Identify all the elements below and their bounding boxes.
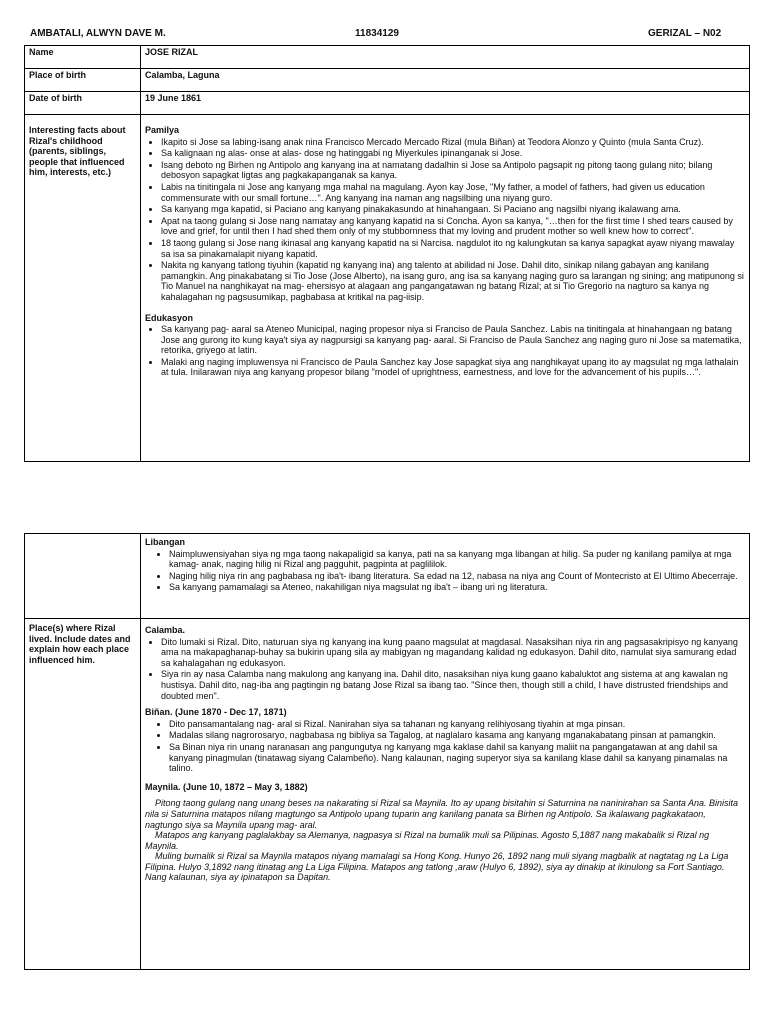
calamba-list	[145, 637, 745, 702]
list-item: • Sa kalignaan ng alas- onse at alas- dose ng hatinggabi ng Miyerkules ipinanganak si Jose.	[161, 148, 745, 159]
binan-list	[145, 719, 745, 774]
course-section: GERIZAL – N02	[648, 28, 722, 39]
maynila-paragraph: Muling bumalik si Rizal sa Maynila matapos niyang mamalagi sa Hong Kong. Hunyo 26, 1892 nang muli siyang magbalik at nagtatag ng La Liga Filipina. Hulyo 3,1892 nang itinatag ang La Liga Filipina. Matapos ang tatlong ,araw (Hulyo 6, 1892), siya ay dinakip at ikinulong sa Fort Santiago. Nang kalaunan, siya ay ipinatapon sa Dapitan.	[145, 851, 729, 883]
facts-label: Interesting facts about Rizal's childhood (parents, siblings, people that influenced him, interests, etc.)	[25, 115, 141, 462]
empty-label-cell	[25, 534, 141, 619]
list-item: • Sa kanyang mga kapatid, si Paciano ang kanyang pinakakasundo at hinahangaan. Si Paciano ang nagsilbi niyang ikalawang ama.	[161, 204, 745, 215]
edukasyon-list	[145, 324, 745, 378]
list-item: • Apat na taong gulang si Jose nang namatay ang kanyang kapatid na si Concha. Ayon sa kanya, "…then for the first time I shed tears caused by love and grief, for until then I had shed them only of my stubbornness that my loving and prudent mother so well knew how to correct".	[161, 216, 745, 237]
pob-value: Calamba, Laguna	[141, 69, 750, 92]
profile-table-1	[24, 45, 750, 462]
list-item: • Sa kanyang pag- aaral sa Ateneo Municipal, naging propesor niya si Franciso de Paula Sanchez. Labis na tinitingala at hinahangaan ng batang Jose ang gurong ito kung kaya't siya ay nagpursigi sa kanyang pag- aaral. Si Franciso de Paula Sanchez ang naging guro ni Jose sa matematika, retorika, griyego at latin.	[161, 324, 745, 356]
list-item: • Dito lumaki si Rizal. Dito, naturuan siya ng kanyang ina kung paano magsulat at magdasal. Nasaksihan niya rin ang pagsasakripisyo ng kanyang ama na makapaghanap-buhay sa bukirin upang sila ay mabigyan ng magandang kalidad ng edukasyon. Dahil dito, namulat siya samurang edad sa kahalagahan ng edukasyon.	[161, 637, 745, 669]
libangan-list	[145, 549, 745, 593]
pob-label: Place of birth	[25, 69, 141, 92]
calamba-heading: Calamba.	[145, 625, 186, 635]
list-item: • Dito pansamantalang nag- aral si Rizal. Nanirahan siya sa tahanan ng kanyang relihiyosang tiyahin at mga pinsan.	[169, 719, 745, 730]
list-item: • Ikapito si Jose sa labing-isang anak nina Francisco Mercado Mercado Rizal (mula Biñan) at Teodora Alonzo y Quinto (mula Santa Cruz).	[161, 137, 745, 148]
libangan-heading: Libangan	[145, 537, 185, 547]
facts-content	[141, 115, 750, 462]
list-item: • 18 taong gulang si Jose nang ikinasal ang kanyang kapatid na si Narcisa. nagdulot ito ng kalungkutan sa kanya sapagkat ayaw niyang mawalay sa isa sa pinakamalapit niyang kapatid.	[161, 238, 745, 259]
list-item: • Nakita ng kanyang tatlong tiyuhin (kapatid ng kanyang ina) ang talento at abilidad ni Jose. Dahil dito, sinikap nilang gabayan ang kanilang pamangkin. Ang pinakabatang si Tio Jose (Jose Alberto), na isang guro, ang isa sa kanyang naging guro sa larangan ng sining; ang matipunong si Tio Manuel na nanghikayat na mag- ehersisyo at alagaan ang pangangatawan ng batang Rizal; at si Tio Gregorio na nagturo sa kanya ng kahalagahan ng pagsusumikap, pagbabasa at kritikal na pag-iisip.	[161, 260, 745, 302]
places-content	[141, 619, 750, 970]
list-item: • Sa kanyang pamamalagi sa Ateneo, nakahiligan niya magsulat ng iba't – ibang uri ng literatura.	[169, 582, 745, 593]
student-name: AMBATALI, ALWYN DAVE M.	[30, 28, 166, 39]
pamilya-list	[145, 137, 745, 303]
name-label: Name	[25, 46, 141, 69]
list-item: • Labis na tinitingala ni Jose ang kanyang mga mahal na magulang. Ayon kay Jose, "My father, a model of fathers, had given us education commensurate with our small fortune…". Ang kanyang ina naman ang nagsilbing una niyang guro.	[161, 182, 745, 203]
binan-heading: Biñan. (June 1870 - Dec 17, 1871)	[145, 707, 287, 718]
maynila-paragraph: Pitong taong gulang nang unang beses na nakarating si Rizal sa Maynila. Ito ay upang bisitahin si Saturnina na naninirahan sa Santa Ana. Binisita nila si Saturnina matapos nilang magtungo sa Antipolo upang tuparin ang kanilang panata sa Birhen ng Antipolo. Sa ikalawang pagkakataon, nagtungo siya sa Maynila upang mag- aral.	[145, 798, 739, 830]
name-value: JOSE RIZAL	[141, 46, 750, 69]
list-item: • Naimpluwensiyahan siya ng mga taong nakapaligid sa kanya, pati na sa kanyang mga libangan at hilig. Sa puder ng kanilang pamilya at mga kamag- anak, naging hilig ni Rizal ang pagguhit, pagpinta at paglililok.	[169, 549, 745, 570]
profile-table-2	[24, 533, 750, 970]
dob-label: Date of birth	[25, 92, 141, 115]
list-item: • Isang deboto ng Birhen ng Antipolo ang kanyang ina at namatang dadalhin si Jose sa Antipolo pagsapit ng pitong taong gulang nito; bilang debosyon sapagkat ligtas ang pagkakapanganak sa kanya.	[161, 160, 745, 181]
libangan-content	[141, 534, 750, 619]
maynila-heading: Maynila. (June 10, 1872 – May 3, 1882)	[145, 781, 308, 792]
edukasyon-heading: Edukasyon	[145, 312, 194, 323]
maynila-paragraphs	[145, 798, 745, 883]
dob-value: 19 June 1861	[141, 92, 750, 115]
places-label: Place(s) where Rizal lived. Include dates and explain how each place influenced him.	[25, 619, 141, 970]
maynila-paragraph: Matapos ang kanyang paglalakbay sa Alemanya, nagpasya si Rizal na bumalik muli sa Pilipinas. Agosto 5,1887 nang makabalik si Rizal ng Maynila.	[145, 830, 710, 851]
list-item: • Malaki ang naging impluwensya ni Francisco de Paula Sanchez kay Jose sapagkat siya ang nanghikayat upang ito ay magsulat ng mga lathalain at tula. Inilarawan niya ang kanyang propesor bilang "model of uprightness, earnestness, and love for the advancement of his pupils…".	[161, 357, 745, 378]
list-item: • Siya rin ay nasa Calamba nang makulong ang kanyang ina. Dahil dito, nasaksihan niya kung gaano kabaluktot ang sistema at ang kawalan ng hustisya. Dahil dito, nag-iba ang pagtingin ng batang Jose Rizal sa ibang tao. "Since then, though still a child, I have distrusted friendships and doubted men".	[161, 669, 745, 701]
list-item: • Sa Binan niya rin unang naranasan ang pangungutya ng kanyang mga kaklase dahil sa kanyang maliit na pangangatawan at ang dahil sa kanyang pinagmulan (tinatawag siyang Calambeño). Nang kalaunan, naging superyor siya sa kanilang klase dahil sa kanyang pinamalas na talino.	[169, 742, 745, 774]
pamilya-heading: Pamilya	[145, 125, 180, 135]
list-item: • Naging hilig niya rin ang pagbabasa ng iba't- ibang literatura. Sa edad na 12, nabasa na niya ang Count of Montecristo at El Ultimo Abecerraje.	[169, 571, 745, 582]
student-id: 11834129	[355, 28, 399, 39]
list-item: • Madalas silang nagrorosaryo, nagbabasa ng bibliya sa Tagalog, at naglalaro kasama ang kanyang mganakabatang pinsan at pamangkin.	[169, 730, 745, 741]
